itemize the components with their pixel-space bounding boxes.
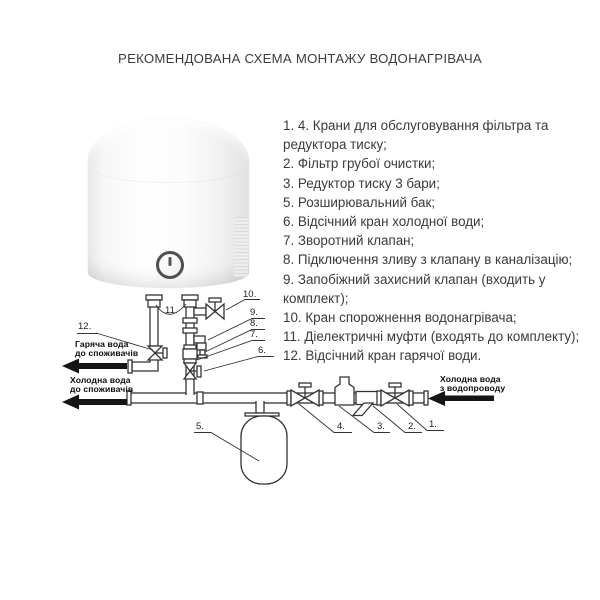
flow-arrow-hot-out (62, 359, 127, 374)
legend-line: 11. Діелектричні муфти (входять до комплекту); (283, 329, 580, 345)
hot-water-pipe (128, 295, 167, 373)
dielectric-coupling-hot (146, 295, 162, 300)
expansion-tank (241, 401, 287, 484)
callout-3: 3. (377, 421, 385, 432)
page-title: РЕКОМЕНДОВАНА СХЕМА МОНТАЖУ ВОДОНАГРІВАЧА (118, 51, 482, 66)
legend-line: 7. Зворотний клапан; (283, 233, 415, 249)
callout-7: 7. (250, 329, 258, 340)
callout-1: 1. (429, 419, 437, 430)
legend-line: редуктора тиску; (283, 137, 387, 153)
callout-12: 12. (78, 321, 92, 332)
callout-5: 5. (196, 421, 204, 432)
legend-line: 1. 4. Крани для обслуговування фільтра та (283, 118, 549, 133)
flow-label-line: до споживачів (75, 347, 139, 358)
callout-4: 4. (337, 421, 345, 432)
flow-label-line: Гаряча вода (75, 339, 129, 349)
flow-label-line: з водопроводу (440, 382, 506, 393)
legend-line: 9. Запобіжний захисний клапан (входить у (283, 271, 546, 287)
callout-6: 6. (258, 345, 266, 356)
callout-2: 2. (408, 421, 416, 432)
callout-9: 9. (250, 307, 258, 318)
callout-8: 8. (250, 318, 258, 329)
flow-label-hot-out (75, 340, 138, 358)
flow-label-cold-in (440, 375, 505, 393)
callout-11: 11. (165, 305, 178, 316)
shutoff-valve-12 (148, 346, 167, 360)
legend-line: 2. Фільтр грубої очистки; (283, 156, 436, 172)
flow-label-line: до споживачів (70, 383, 134, 394)
legend-line: 8. Підключення зливу з клапану в каналізацію; (283, 252, 573, 268)
flow-arrow-cold-in (428, 391, 494, 406)
legend-line: комплект); (283, 290, 349, 306)
check-valve-7 (183, 345, 197, 363)
legend-line: 10. Кран спорожнення водонагрівача; (283, 310, 517, 326)
flow-label-line: Холодна вода (440, 374, 501, 384)
legend-line: 6. Відсічний кран холодної води; (283, 214, 485, 230)
callout-10: 10. (243, 289, 257, 300)
drain-valve-10 (194, 298, 224, 319)
flow-label-line: Холодна вода (70, 375, 131, 385)
legend (283, 116, 579, 366)
flow-label-cold-out (70, 376, 133, 394)
legend-line: 5. Розширювальний бак; (283, 194, 436, 210)
cold-water-inlet-pipe (182, 295, 224, 395)
dielectric-coupling-cold (182, 295, 198, 300)
legend-line: 3. Редуктор тиску 3 бари; (283, 175, 440, 191)
legend-line: 12. Відсічний кран гарячої води. (283, 348, 482, 364)
flow-arrow-cold-out (62, 395, 127, 410)
pressure-reducer-3 (335, 377, 354, 405)
